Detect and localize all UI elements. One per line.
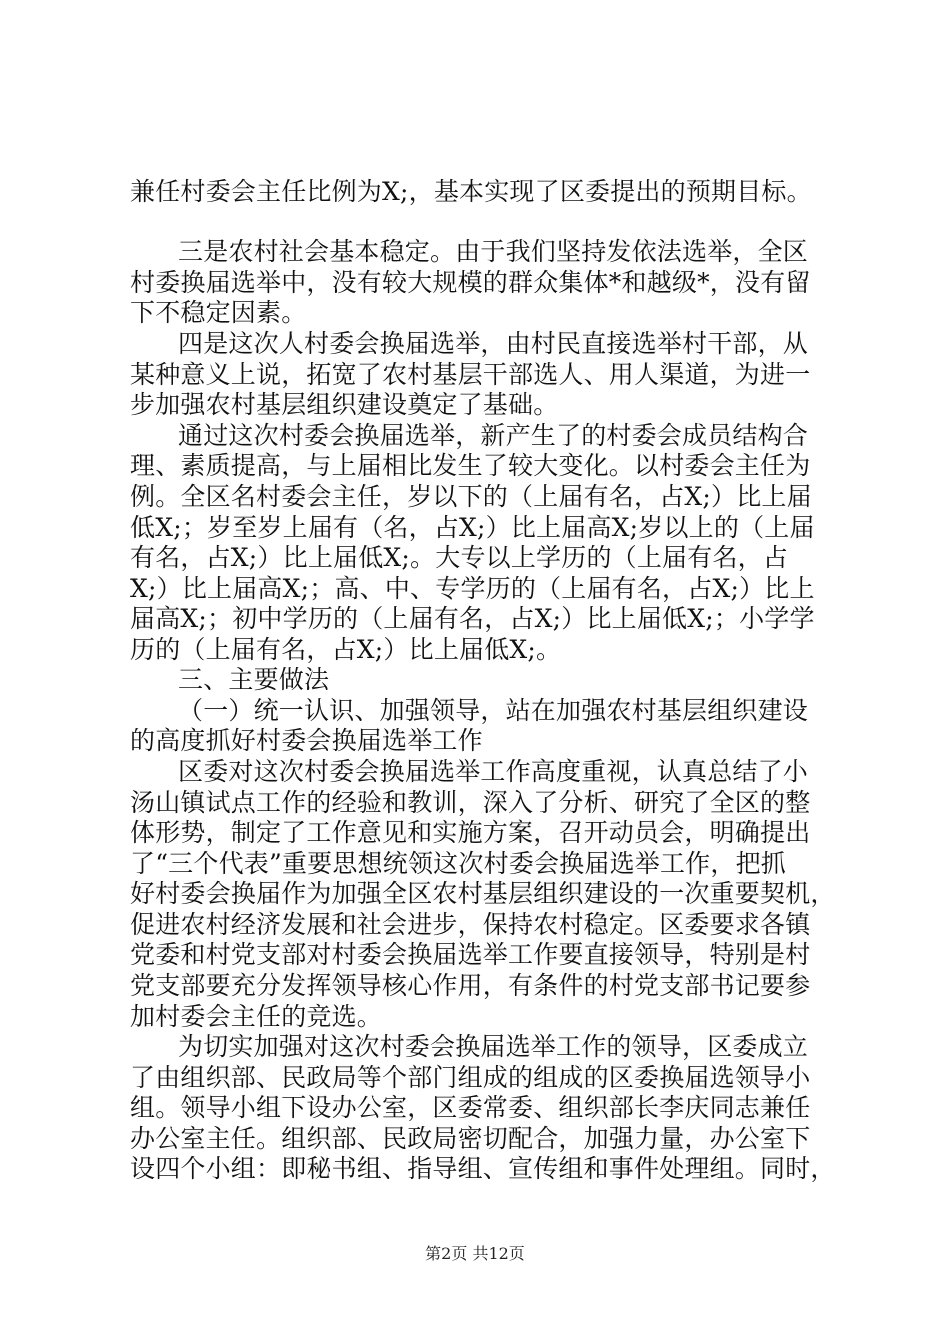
text-line: 党委和村党支部对村委会换届选举工作要直接领导，特别是村 [130, 940, 811, 969]
text-line: 了“三个代表”重要思想统领这次村委会换届选举工作，把抓 [130, 849, 786, 878]
subsection-heading: （一）统一认识、加强领导，站在加强农村基层组织建设 [178, 696, 809, 725]
text-line: 届高X;；初中学历的（上届有名，占X;）比上届低X;；小学学 [130, 604, 815, 633]
text-line: 党支部要充分发挥领导核心作用，有条件的村党支部书记要参 [130, 971, 811, 1000]
text-line: 步加强农村基层组织建设奠定了基础。 [130, 390, 559, 419]
text-line: 低X;；岁至岁上届有（名，占X;）比上届高X;岁以上的（上届 [130, 513, 815, 542]
text-line: 办公室主任。组织部、民政局密切配合，加强力量，办公室下 [130, 1124, 811, 1153]
page-number-footer: 第2页 共12页 [425, 1244, 525, 1263]
text-line: 理、素质提高，与上届相比发生了较大变化。以村委会主任为 [130, 451, 811, 480]
text-line: 下不稳定因素。 [130, 298, 307, 327]
text-line: 促进农村经济发展和社会进步，保持农村稳定。区委要求各镇 [130, 910, 811, 939]
text-line: 兼任村委会主任比例为X;，基本实现了区委提出的预期目标。 [130, 177, 812, 206]
text-line: X;）比上届高X;；高、中、专学历的（上届有名，占X;）比上 [130, 574, 815, 603]
subsection-heading: 的高度抓好村委会换届选举工作 [130, 726, 483, 755]
section-heading: 三、主要做法 [178, 665, 330, 694]
text-line: 某种意义上说，拓宽了农村基层干部选人、用人渠道，为进一 [130, 360, 811, 389]
text-line: 例。全区名村委会主任，岁以下的（上届有名，占X;）比上届 [130, 482, 812, 511]
text-line: 有名，占X;）比上届低X;。大专以上学历的（上届有名，占 [130, 543, 789, 572]
text-line: 汤山镇试点工作的经验和教训，深入了分析、研究了全区的整 [130, 788, 811, 817]
text-line: 四是这次人村委会换届选举，由村民直接选举村干部，从 [178, 329, 809, 358]
text-line: 为切实加强对这次村委会换届选举工作的领导，区委成立 [178, 1032, 809, 1061]
text-line: 三是农村社会基本稳定。由于我们坚持发依法选举，全区 [178, 237, 809, 266]
text-line: 历的（上届有名，占X;）比上届低X;。 [130, 635, 562, 664]
text-line: 通过这次村委会换届选举，新产生了的村委会成员结构合 [178, 421, 809, 450]
text-line: 区委对这次村委会换届选举工作高度重视，认真总结了小 [178, 757, 809, 786]
text-line: 了由组织部、民政局等个部门组成的组成的区委换届选领导小 [130, 1063, 811, 1092]
text-line: 村委换届选举中，没有较大规模的群众集体*和越级*，没有留 [130, 268, 811, 297]
text-line: 好村委会换届作为加强全区农村基层组织建设的一次重要契机， [130, 879, 836, 908]
text-line: 设四个小组：即秘书组、指导组、宣传组和事件处理组。同时， [130, 1154, 836, 1183]
text-line: 体形势，制定了工作意见和实施方案，召开动员会，明确提出 [130, 818, 811, 847]
text-line: 加村委会主任的竞选。 [130, 1002, 383, 1031]
text-line: 组。领导小组下设办公室，区委常委、组织部长李庆同志兼任 [130, 1093, 811, 1122]
